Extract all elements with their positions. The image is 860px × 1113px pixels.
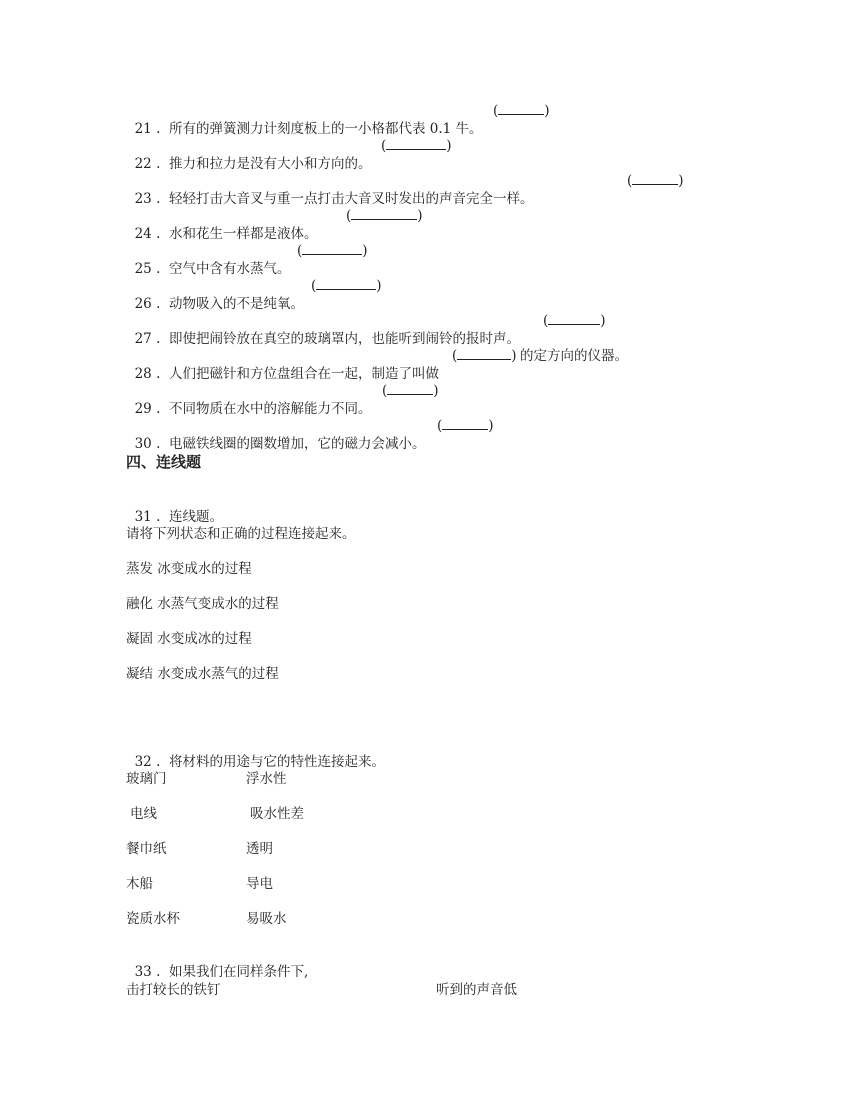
match-right-item: 易吸水 [246, 911, 287, 927]
question-number: 25 . [134, 261, 161, 277]
answer-blank-26[interactable]: ( ) [311, 278, 382, 294]
match-right-item: 吸水性差 [250, 806, 304, 822]
question-text: 推力和拉力是没有大小和方向的。 [168, 156, 372, 172]
answer-blank-28[interactable]: ( ) [452, 348, 517, 364]
answer-blank-22[interactable]: ( ) [381, 138, 452, 154]
question-26 [126, 277, 304, 313]
question-31-instruction: 请将下列状态和正确的过程连接起来。 [126, 526, 356, 542]
question-29 [126, 382, 371, 418]
question-24 [126, 207, 317, 243]
match-item: 凝固 水变成冰的过程 [126, 631, 252, 647]
question-number: 29 . [134, 401, 161, 417]
match-right-item: 浮水性 [246, 771, 287, 787]
match-item: 凝结 水变成水蒸气的过程 [126, 666, 279, 682]
question-number: 26 . [134, 296, 161, 312]
answer-blank-25[interactable]: ( ) [297, 243, 368, 259]
question-32 [126, 735, 385, 771]
question-text: 不同物质在水中的溶解能力不同。 [168, 401, 372, 417]
match-left-item: 木船 [126, 876, 153, 892]
question-text: 空气中含有水蒸气。 [168, 261, 291, 277]
question-28 [126, 347, 439, 383]
match-left-item: 电线 [130, 806, 157, 822]
question-text: 人们把磁针和方位盘组合在一起，制造了叫做 [168, 366, 439, 382]
question-30 [126, 417, 425, 453]
question-text: 电磁铁线圈的圈数增加，它的磁力会减小。 [168, 436, 426, 452]
answer-blank-21[interactable]: ( ) [493, 103, 550, 119]
question-number: 32 . [134, 754, 161, 770]
question-number: 33 . [134, 964, 161, 980]
question-text: 轻轻打击大音叉与重一点打击大音叉时发出的声音完全一样。 [168, 191, 534, 207]
answer-blank-30[interactable]: ( ) [437, 418, 494, 434]
question-23 [126, 172, 533, 208]
answer-blank-27[interactable]: ( ) [543, 313, 606, 329]
question-text: 连线题。 [168, 509, 223, 525]
match-right-item: 导电 [246, 876, 273, 892]
match-item: 融化 水蒸气变成水的过程 [126, 596, 279, 612]
answer-blank-29[interactable]: ( ) [382, 383, 439, 399]
answer-blank-24[interactable]: ( ) [346, 208, 423, 224]
question-text: 水和花生一样都是液体。 [168, 226, 318, 242]
question-text: 所有的弹簧测力计刻度板上的一小格都代表 0.1 牛。 [168, 121, 483, 137]
question-number: 28 . [134, 366, 161, 382]
question-31 [126, 490, 223, 526]
match-item: 蒸发 冰变成水的过程 [126, 561, 252, 577]
question-text: 如果我们在同样条件下, [168, 964, 309, 980]
section-title: 四、连线题 [126, 453, 202, 471]
match-left-item: 瓷质水杯 [126, 911, 180, 927]
question-number: 31 . [134, 509, 161, 525]
question-number: 21 . [134, 121, 161, 137]
match-left-item: 餐巾纸 [126, 841, 167, 857]
question-21 [126, 102, 483, 138]
question-number: 23 . [134, 191, 161, 207]
question-number: 22 . [134, 156, 161, 172]
match-left-item: 玻璃门 [126, 771, 167, 787]
question-text: 即使把闹铃放在真空的玻璃罩内，也能听到闹铃的报时声。 [168, 331, 520, 347]
question-27 [126, 312, 520, 348]
match-left-item: 击打较长的铁钉 [126, 982, 221, 998]
question-22 [126, 137, 371, 173]
match-right-item: 听到的声音低 [436, 982, 517, 998]
answer-blank-23[interactable]: ( ) [627, 173, 684, 189]
question-28-suffix: 的定方向的仪器。 [520, 348, 628, 364]
question-number: 27 . [134, 331, 161, 347]
question-number: 24 . [134, 226, 161, 242]
question-text: 动物吸入的不是纯氧。 [168, 296, 304, 312]
match-right-item: 透明 [246, 841, 273, 857]
question-33 [126, 945, 308, 981]
question-number: 30 . [134, 436, 161, 452]
question-25 [126, 242, 290, 278]
question-text: 将材料的用途与它的特性连接起来。 [168, 754, 385, 770]
